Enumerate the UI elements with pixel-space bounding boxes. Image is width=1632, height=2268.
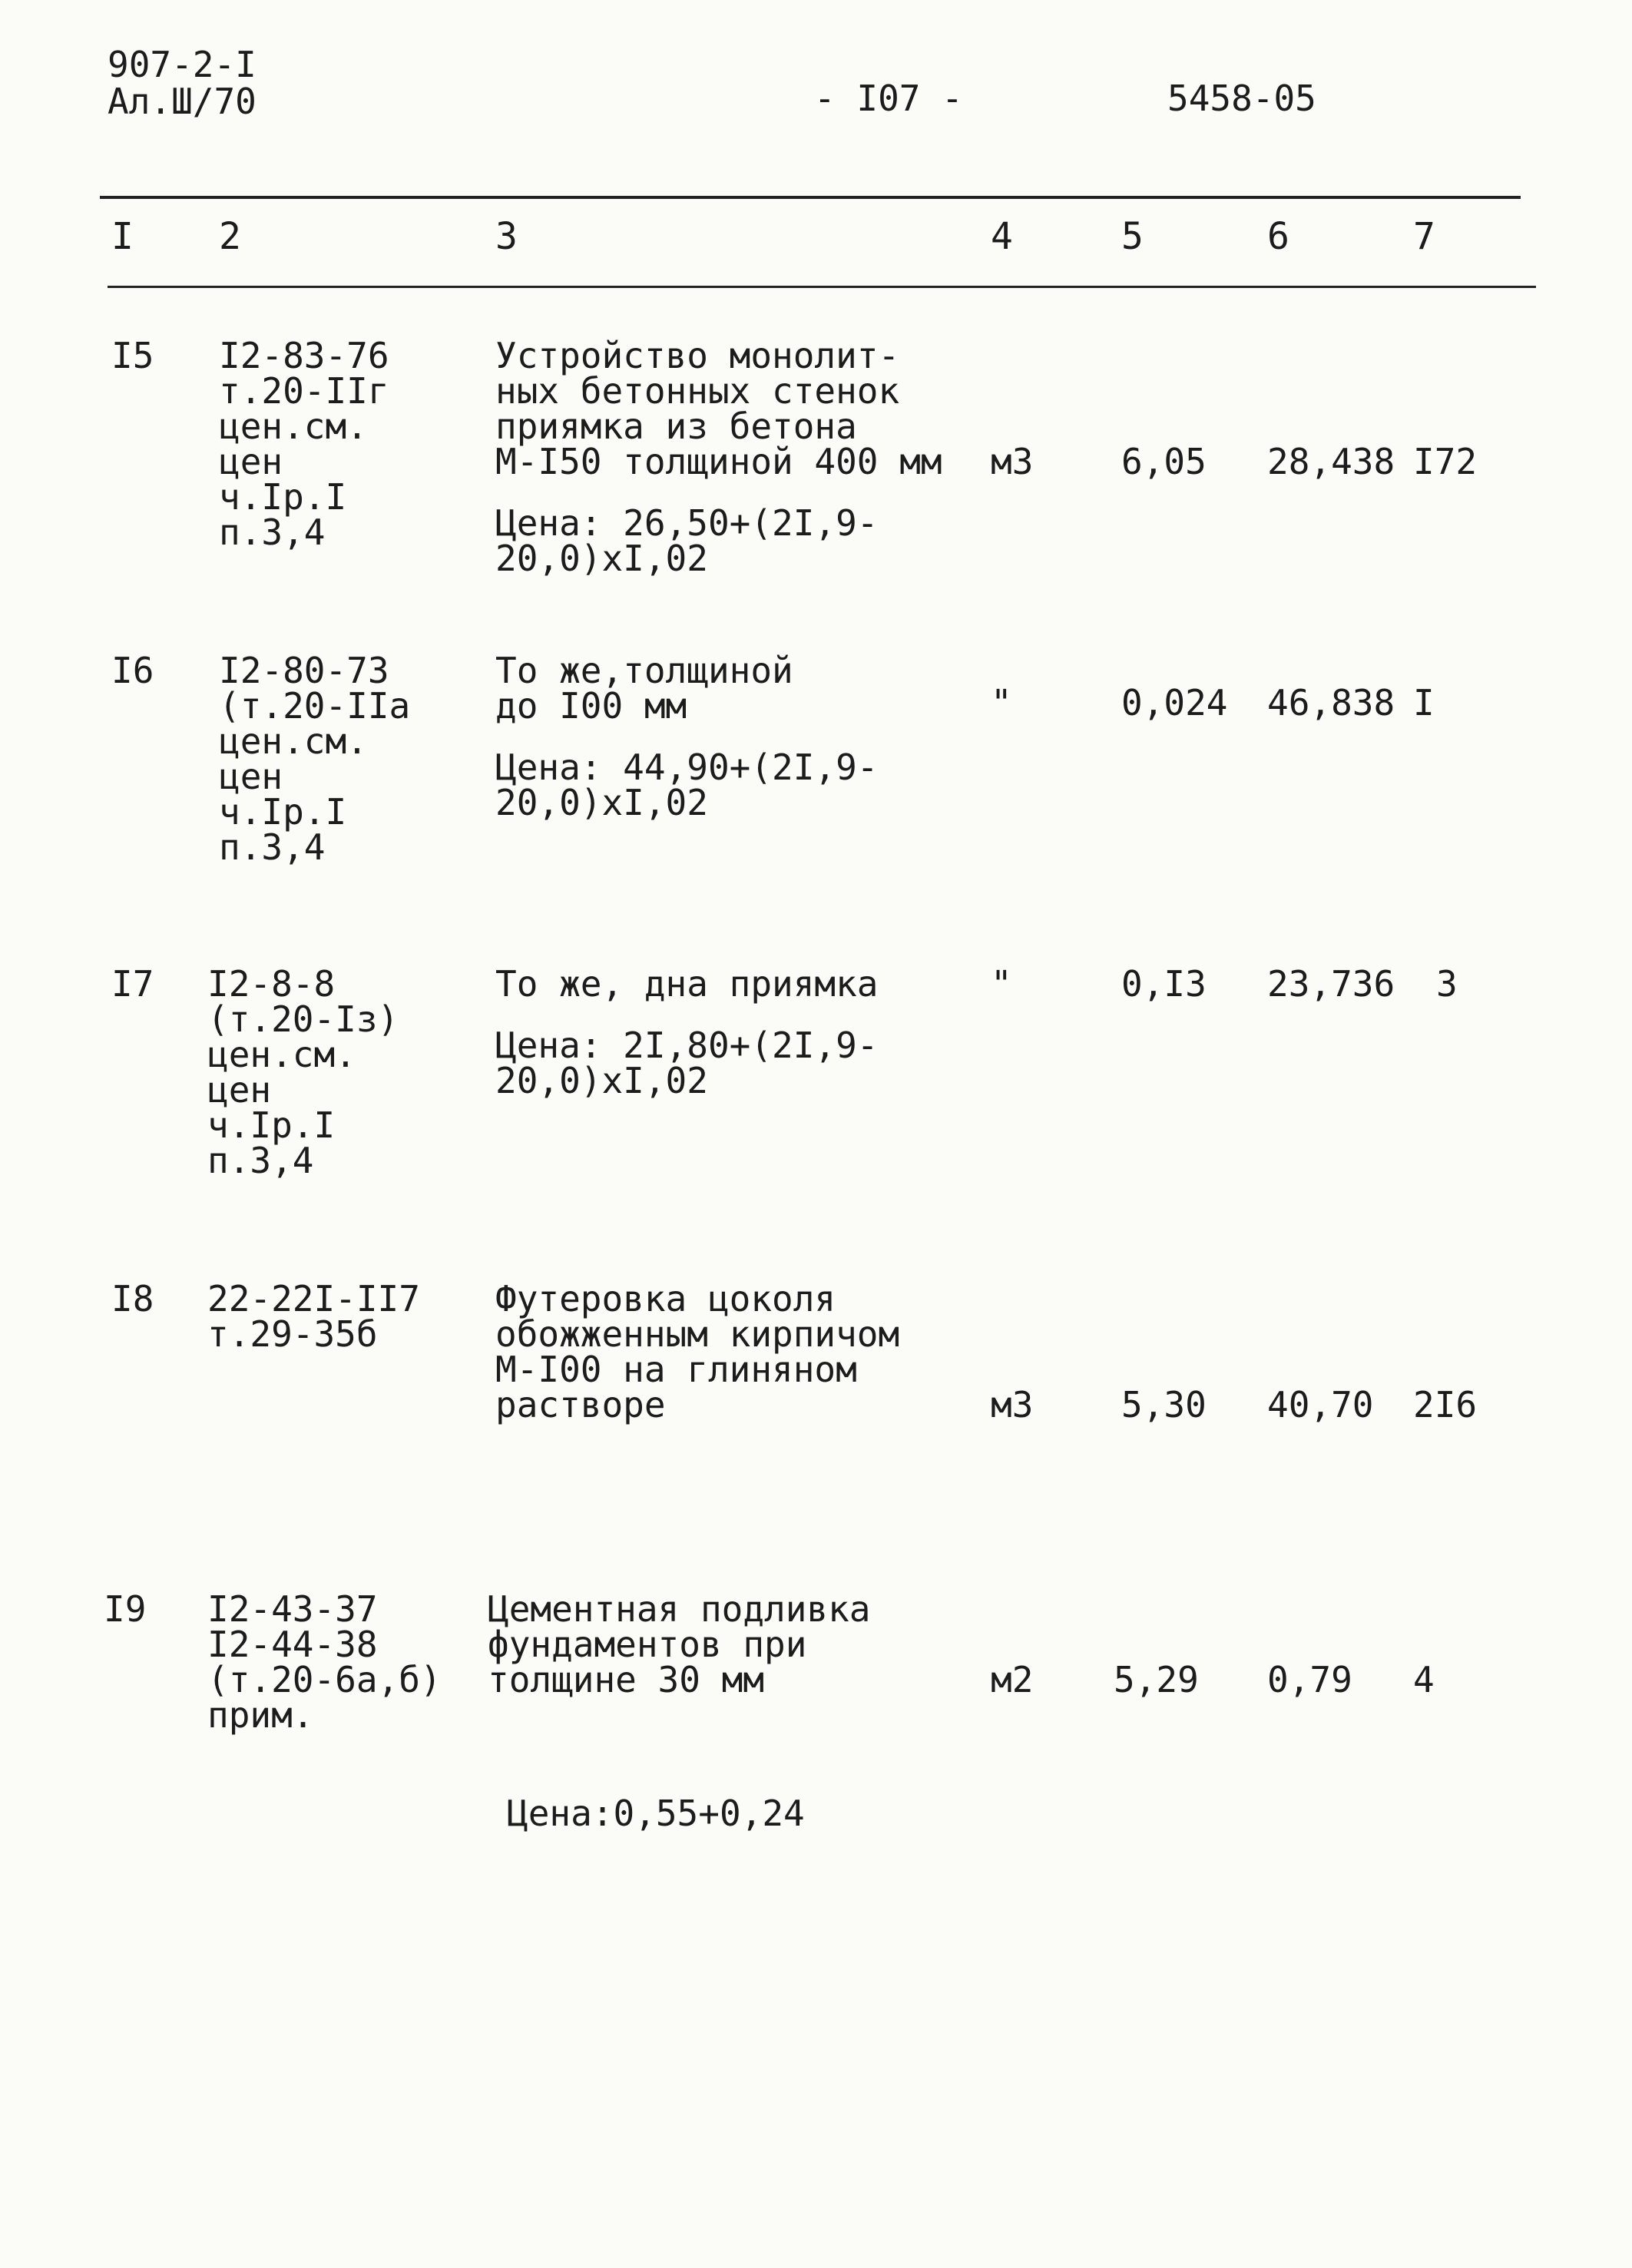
norm-code-line: ч.Iр.I — [219, 476, 347, 518]
norm-code-line: I2-8-8 — [207, 963, 336, 1005]
page-number: - I07 - — [814, 78, 963, 119]
norm-code-line: п.3,4 — [219, 826, 326, 868]
description-line: То же,толщиной — [495, 650, 793, 691]
doc-code — [108, 46, 257, 120]
norm-code-line: I2-80-73 — [219, 650, 389, 691]
norm-code-line: цен — [219, 756, 283, 797]
total-cost: 4 — [1413, 1659, 1435, 1700]
unit: м3 — [991, 1384, 1034, 1425]
description-line: толщине 30 мм — [488, 1659, 765, 1700]
norm-code-line: I2-83-76 — [219, 335, 389, 376]
unit-cost: 28,438 — [1267, 441, 1395, 482]
total-cost: I — [1413, 682, 1435, 723]
quantity: 6,05 — [1121, 441, 1207, 482]
unit-cost: 23,736 — [1267, 963, 1395, 1005]
price-line: Цена: 26,50+(2I,9- — [495, 502, 879, 544]
doc-number: 5458-05 — [1167, 78, 1316, 119]
column-number: 2 — [219, 215, 241, 258]
doc-code-line2: Ал.Ш/70 — [108, 81, 257, 122]
row-number: I5 — [111, 335, 154, 376]
doc-code-line1: 907-2-I — [108, 44, 257, 85]
norm-code-line: 22-22I-II7 — [207, 1278, 420, 1319]
price-formula — [495, 747, 879, 823]
footer-price-formula: Цена:0,55+0,24 — [507, 1793, 805, 1834]
norm-code-line: п.3,4 — [219, 512, 326, 553]
description-line: Устройство монолит- — [495, 335, 900, 376]
column-number: 3 — [495, 215, 518, 258]
description-line: М-I50 толщиной 400 мм — [495, 441, 942, 482]
description-line: М-I00 на глиняном — [495, 1349, 857, 1390]
work-description — [488, 1588, 871, 1700]
work-description — [495, 1278, 900, 1425]
norm-code-line: (т.20-Iз) — [207, 998, 399, 1040]
price-line: Цена: 44,90+(2I,9- — [495, 747, 879, 788]
norm-code-line: т.20-IIг — [219, 370, 389, 412]
price-formula — [495, 502, 942, 579]
norm-code — [219, 335, 389, 553]
description-line: фундаментов при — [488, 1624, 807, 1665]
norm-code-line: I2-44-38 — [207, 1624, 378, 1665]
price-formula — [495, 1025, 879, 1101]
description-line: до I00 мм — [495, 685, 687, 727]
norm-code — [219, 650, 411, 868]
description-line: обожженным кирпичом — [495, 1313, 900, 1355]
table-top-rule — [100, 196, 1521, 199]
norm-code-line: ч.Iр.I — [207, 1104, 336, 1146]
description-line: ных бетонных стенок — [495, 370, 900, 412]
row-number: I7 — [111, 963, 154, 1005]
price-line: 20,0)xI,02 — [495, 1060, 708, 1101]
unit-cost: 46,838 — [1267, 682, 1395, 723]
description-line: растворе — [495, 1384, 666, 1425]
unit: " — [991, 682, 1012, 723]
norm-code — [207, 963, 399, 1181]
norm-code-line: цен.см. — [219, 720, 368, 762]
row-number: I9 — [104, 1588, 147, 1630]
norm-code-line: (т.20-IIа — [219, 685, 411, 727]
norm-code — [207, 1588, 442, 1736]
column-number: 6 — [1267, 215, 1289, 258]
quantity: 0,024 — [1121, 682, 1228, 723]
row-number: I6 — [111, 650, 154, 691]
column-number: 4 — [991, 215, 1013, 258]
work-description — [495, 963, 879, 1101]
price-line: 20,0)xI,02 — [495, 782, 708, 823]
description-line: То же, дна приямка — [495, 963, 879, 1005]
unit-cost: 0,79 — [1267, 1659, 1352, 1700]
norm-code-line: ч.Iр.I — [219, 791, 347, 833]
description-line: Футеровка цоколя — [495, 1278, 836, 1319]
norm-code-line: (т.20-6а,б) — [207, 1659, 442, 1700]
quantity: 0,I3 — [1121, 963, 1207, 1005]
total-cost: 3 — [1436, 963, 1458, 1005]
description-line: приямка из бетона — [495, 406, 857, 447]
unit: м3 — [991, 441, 1034, 482]
price-line: 20,0)xI,02 — [495, 538, 708, 579]
column-number: 7 — [1413, 215, 1435, 258]
quantity: 5,30 — [1121, 1384, 1207, 1425]
description-line: Цементная подливка — [488, 1588, 871, 1630]
norm-code-line: цен — [207, 1069, 272, 1111]
norm-code-line: цен — [219, 441, 283, 482]
price-line: Цена: 2I,80+(2I,9- — [495, 1025, 879, 1066]
work-description — [495, 650, 879, 823]
norm-code-line: цен.см. — [207, 1034, 356, 1075]
work-description — [495, 335, 942, 579]
norm-code-line: I2-43-37 — [207, 1588, 378, 1630]
total-cost: 2I6 — [1413, 1384, 1478, 1425]
norm-code-line: п.3,4 — [207, 1140, 314, 1181]
norm-code-line: цен.см. — [219, 406, 368, 447]
norm-code — [207, 1278, 420, 1355]
column-number: I — [111, 215, 134, 258]
unit: " — [991, 963, 1012, 1005]
column-number: 5 — [1121, 215, 1144, 258]
unit-cost: 40,70 — [1267, 1384, 1374, 1425]
quantity: 5,29 — [1114, 1659, 1199, 1700]
row-number: I8 — [111, 1278, 154, 1319]
norm-code-line: прим. — [207, 1694, 314, 1736]
norm-code-line: т.29-35б — [207, 1313, 378, 1355]
unit: м2 — [991, 1659, 1034, 1700]
total-cost: I72 — [1413, 441, 1478, 482]
table-header-rule — [108, 286, 1536, 288]
